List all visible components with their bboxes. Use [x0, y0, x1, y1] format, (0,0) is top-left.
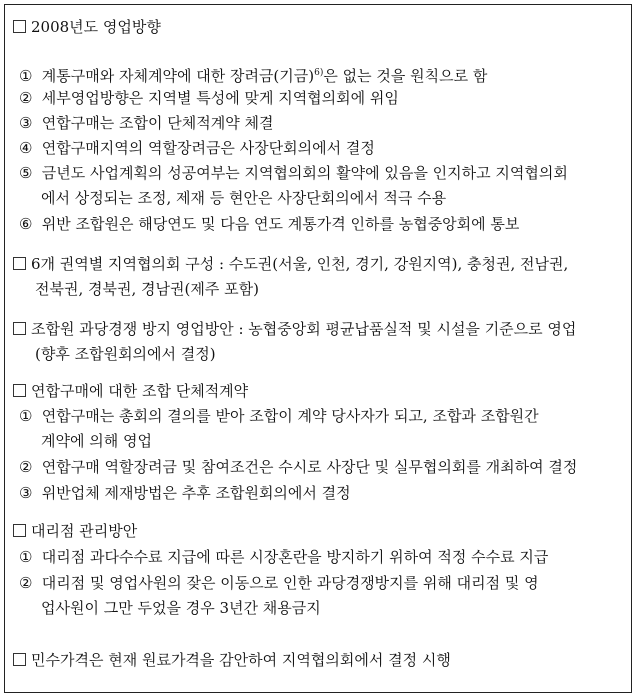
checkbox-square-icon	[13, 524, 26, 537]
list-item: ③ 연합구매는 조합이 단체적계약 체결	[19, 114, 274, 132]
list-item: ① 연합구매는 총회의 결의를 받아 조합이 계약 당사자가 되고, 조합과 조합원간	[19, 407, 539, 425]
section-continuation: 전북권, 경북권, 경남권(제주 포함)	[35, 280, 259, 298]
checkbox-square-icon	[13, 653, 26, 666]
list-item: ② 대리점 및 영업사원의 잦은 이동으로 인한 과당경쟁방지를 위해 대리점 및 영	[19, 574, 539, 592]
list-item: ① 계통구매와 자체계약에 대한 장려금(기금)$^{6)}$은 없는 것을 원칙으로 함	[19, 67, 488, 85]
list-item-continuation: 계약에 의해 영업	[41, 432, 152, 450]
list-item-continuation: 에서 상정되는 조정, 제재 등 현안은 사장단회의에서 적극 수용	[41, 189, 447, 207]
section-heading: 6개 권역별 지역협의회 구성 : 수도권(서울, 인천, 경기, 강원지역), 충청권, 전남권,	[13, 254, 631, 274]
document-frame	[4, 4, 632, 693]
checkbox-square-icon	[13, 384, 26, 397]
list-item: ① 대리점 과다수수료 지급에 따른 시장혼란을 방지하기 위하여 적정 수수료 지급	[19, 548, 549, 566]
section-heading: 민수가격은 현재 원료가격을 감안하여 지역협의회에서 결정 시행	[13, 650, 631, 670]
list-item: ⑤ 금년도 사업계획의 성공여부는 지역협의회의 활약에 있음을 인지하고 지역협의회	[19, 164, 568, 182]
checkbox-square-icon	[13, 322, 26, 335]
list-item: ③ 위반업체 제재방법은 추후 조합원회의에서 결정	[19, 484, 351, 502]
section-heading: 조합원 과당경쟁 방지 영업방안 : 농협중앙회 평균납품실적 및 시설을 기준으로 영업	[13, 319, 631, 339]
list-item: ② 연합구매 역할장려금 및 참여조건은 수시로 사장단 및 실무협의회를 개최하여 결정	[19, 458, 578, 476]
section-continuation: (향후 조합원회의에서 결정)	[35, 345, 216, 363]
checkbox-square-icon	[13, 257, 26, 270]
list-item: ⑥ 위반 조합원은 해당연도 및 다음 연도 계통가격 인하를 농협중앙회에 통보	[19, 215, 520, 233]
list-item: ② 세부영업방향은 지역별 특성에 맞게 지역협의회에 위임	[19, 89, 399, 107]
section-heading: 2008년도 영업방향	[13, 17, 631, 37]
list-item: ④ 연합구매지역의 역할장려금은 사장단회의에서 결정	[19, 139, 375, 157]
section-heading: 연합구매에 대한 조합 단체적계약	[13, 381, 631, 401]
checkbox-square-icon	[13, 20, 26, 33]
section-heading: 대리점 관리방안	[13, 521, 631, 541]
list-item-continuation: 업사원이 그만 두었을 경우 3년간 채용금지	[41, 599, 321, 617]
